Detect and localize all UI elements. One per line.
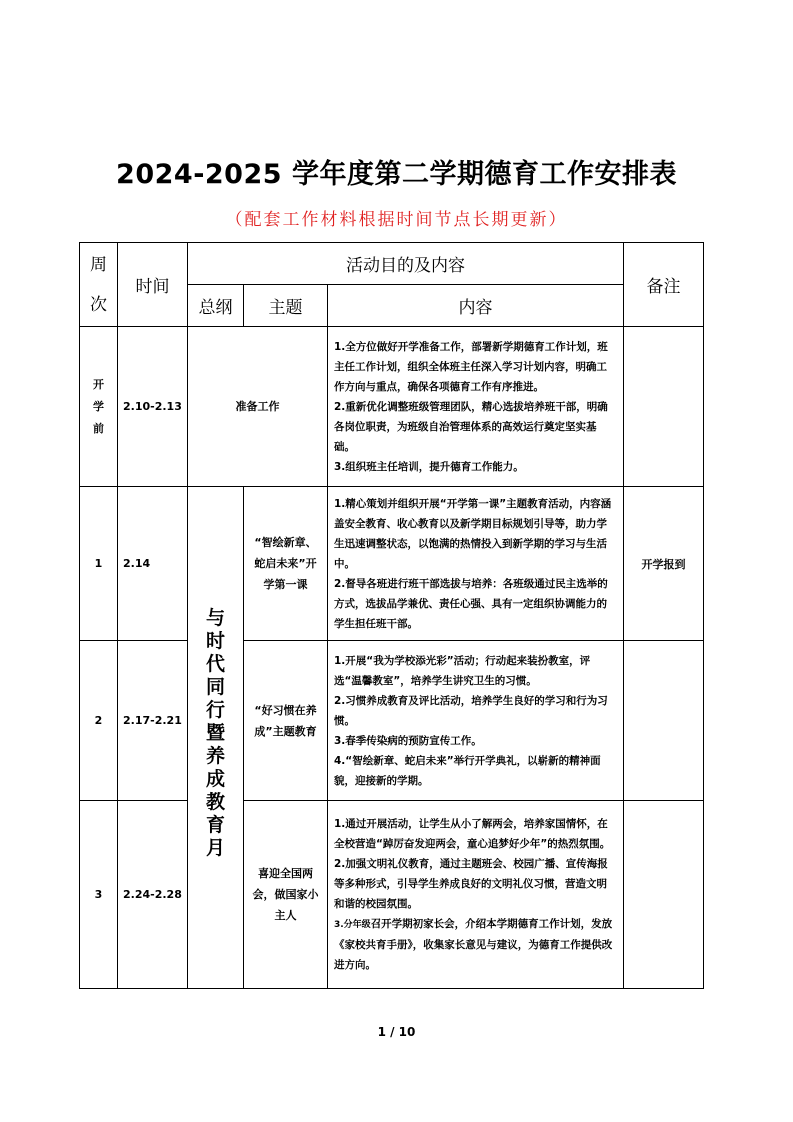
table-row xyxy=(80,487,704,641)
remark-cell: 开学报到 xyxy=(624,487,704,641)
theme-cell: “智绘新章、蛇启未来”开学第一课 xyxy=(244,487,328,641)
table-row xyxy=(80,801,704,989)
time-cell: 2.10-2.13 xyxy=(118,327,188,487)
document-subtitle: （配套工作材料根据时间节点长期更新） xyxy=(225,210,568,230)
header-week: 周 次 xyxy=(80,243,118,327)
remark-cell xyxy=(624,801,704,989)
theme-cell: 准备工作 xyxy=(188,327,328,487)
week-cell: 1 xyxy=(80,487,118,641)
content-cell: 1.通过开展活动，让学生从小了解两会，培养家国情怀，在全校营造“踔厉奋发迎两会，童心追梦好少年”的热烈氛围。 2.加强文明礼仪教育，通过主题班会、校园广播、宣传海报等多种形式，引导学生养成良好的文明礼仪习惯，营造文明和谐的校园氛围。 3.分年级召开学期初家长会，介绍本学期德育工作计划，发放《家校共育手册》，收集家长意见与建议，为德育工作提供改进方向。 xyxy=(328,801,624,989)
document-title: 2024-2025 学年度第二学期德育工作安排表 xyxy=(116,159,677,190)
remark-cell xyxy=(624,327,704,487)
header-time: 时间 xyxy=(118,243,188,327)
table-row xyxy=(80,327,704,487)
header-remark: 备注 xyxy=(624,243,704,327)
time-cell: 2.14 xyxy=(118,487,188,641)
page-number: 1 / 10 xyxy=(377,1025,416,1039)
time-cell: 2.24-2.28 xyxy=(118,801,188,989)
theme-cell: “好习惯在养成”主题教育 xyxy=(244,641,328,801)
outline-month-cell: 与 时 代 同 行 暨 养 成 教 育 月 xyxy=(188,487,244,989)
week-cell: 开 学 前 xyxy=(80,327,118,487)
content-cell: 1.开展“我为学校添光彩”活动；行动起来装扮教室，评选“温馨教室”，培养学生讲究卫生的习惯。 2.习惯养成教育及评比活动，培养学生良好的学习和行为习惯。 3.春季传染病的预防宣传工作。 4.“智绘新章、蛇启未来”举行开学典礼，以崭新的精神面貌，迎接新的学期。 xyxy=(328,641,624,801)
table-row xyxy=(80,641,704,801)
schedule-table xyxy=(79,242,704,989)
week-cell: 2 xyxy=(80,641,118,801)
header-outline: 总纲 xyxy=(188,285,244,327)
theme-cell: 喜迎全国两会，做国家小主人 xyxy=(244,801,328,989)
time-cell: 2.17-2.21 xyxy=(118,641,188,801)
header-content: 内容 xyxy=(328,285,624,327)
week-cell: 3 xyxy=(80,801,118,989)
content-cell: 1.全方位做好开学准备工作，部署新学期德育工作计划，班主任工作计划，组织全体班主任深入学习计划内容，明确工作方向与重点，确保各项德育工作有序推进。 2.重新优化调整班级管理团队，精心选拔培养班干部，明确各岗位职责，为班级自治管理体系的高效运行奠定坚实基础。 3.组织班主任培训，提升德育工作能力。 xyxy=(328,327,624,487)
header-activity: 活动目的及内容 xyxy=(188,243,624,285)
content-cell: 1.精心策划并组织开展“开学第一课”主题教育活动，内容涵盖安全教育、收心教育以及新学期目标规划引导等，助力学生迅速调整状态，以饱满的热情投入到新学期的学习与生活中。 2.督导各班进行班干部选拔与培养：各班级通过民主选举的方式，选拔品学兼优、责任心强、具有一定组织协调能力的学生担任班干部。 xyxy=(328,487,624,641)
remark-cell xyxy=(624,641,704,801)
header-theme: 主题 xyxy=(244,285,328,327)
